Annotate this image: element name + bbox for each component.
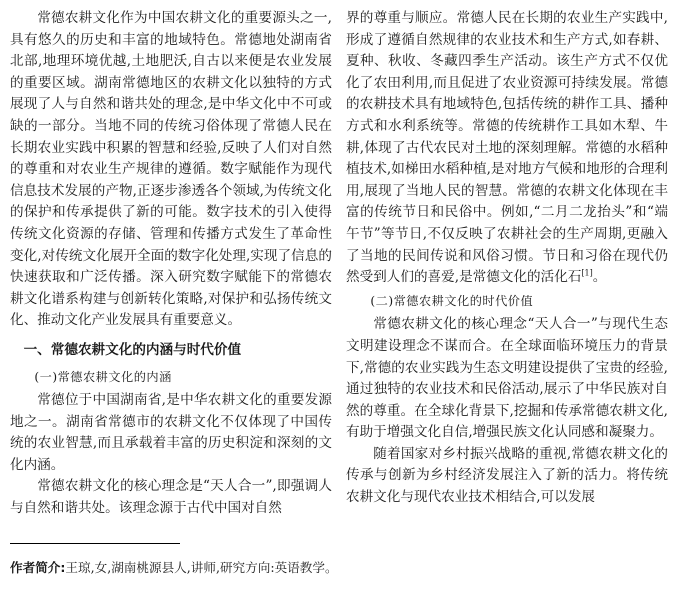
footnote-label: 作者简介: bbox=[10, 560, 66, 575]
footnote-divider bbox=[10, 543, 180, 544]
author-footnote bbox=[10, 560, 690, 576]
paragraph-rural-revival: 随着国家对乡村振兴战略的重视,常德农耕文化的传承与创新为乡村经济发展注入了新的活力。将传统农耕文化与现代农业技术相结合,可以发展 bbox=[346, 445, 668, 506]
subsection-heading-connotation: (一)常德农耕文化的内涵 bbox=[34, 369, 172, 384]
paragraph-core-continued bbox=[346, 8, 668, 289]
paragraph-origin: 常德位于中国湖南省,是中华农耕文化的重要发源地之一。湖南省常德市的农耕文化不仅体现了中国传统的农业智慧,而且承载着丰富的历史积淀和深刻的文化内涵。 bbox=[10, 392, 332, 473]
right-column bbox=[346, 8, 668, 509]
footnote-text: 王琼,女,湖南桃源县人,讲师,研究方向:英语教学。 bbox=[65, 560, 338, 575]
paragraph-core-end: 。 bbox=[592, 269, 607, 286]
paragraph-core-concept: 常德农耕文化的核心理念是“天人合一”,即强调人与自然和谐共处。该理念源于古代中国对自然 bbox=[10, 478, 332, 517]
citation-marker: [1] bbox=[581, 268, 593, 278]
left-column bbox=[10, 8, 332, 520]
paragraph-core-continued-text: 界的尊重与顺应。常德人民在长期的农业生产实践中,形成了遵循自然规律的农业技术和生产方式,如春耕、夏种、秋收、冬藏四季生产活动。该生产方式不仅优化了农田利用,而且促进了农业资源可持续发展。常德的农耕技术具有地域特色,包括传统的耕作工具、播种方式和水利系统等。常德的传统耕作工具如木犁、牛耕,体现了古代农民对土地的深刻理解。常德的水稻种植技术,如梯田水稻种植,是对地方气候和地形的合理利用,展现了当地人民的智慧。常德的农耕文化体现在丰富的传统节日和民俗中。例如,“二月二龙抬头”和“端午节”等节日,不仅反映了农耕社会的生产周期,更融入了当地的民间传说和风俗习惯。节日和习俗在现代仍然受到人们的喜爱,是常德文化的活化石 bbox=[346, 10, 668, 286]
paragraph-ecology: 常德农耕文化的核心理念“天人合一”与现代生态文明建设理念不谋而合。在全球面临环境压力的背景下,常德的农业实践为生态文明建设提供了宝贵的经验,通过独特的农业技术和民俗活动,展示了中华民族对自然的尊重。在全球化背景下,挖掘和传承常德农耕文化,有助于增强文化自信,增强民族文化认同感和凝聚力。 bbox=[346, 316, 668, 441]
section-heading: 一、常德农耕文化的内涵与时代价值 bbox=[23, 341, 242, 358]
intro-paragraph: 常德农耕文化作为中国农耕文化的重要源头之一,具有悠久的历史和丰富的地域特色。常德地处湖南省北部,地理环境优越,土地肥沃,自古以来便是农业发展的重要区域。湖南常德地区的农耕文化以独特的方式展现了人与自然和谐共处的理念,是中华文化中不可或缺的一部分。当地不同的传统习俗体现了常德人民在长期农业实践中积累的智慧和经验,反映了人们对自然的尊重和对农业生产规律的遵循。数字赋能作为现代信息技术发展的产物,正逐步渗透各个领域,为传统文化的保护和传承提供了新的可能。数字技术的引入使得传统文化资源的存储、管理和传播方式发生了革命性变化,对传统文化展开全面的数字化处理,实现了信息的快速获取和广泛传播。深入研究数字赋能下的常德农耕文化谱系构建与创新转化策略,对保护和弘扬传统文化、推动文化产业发展具有重要意义。 bbox=[10, 10, 332, 329]
subsection-heading-value: (二)常德农耕文化的时代价值 bbox=[370, 293, 534, 308]
